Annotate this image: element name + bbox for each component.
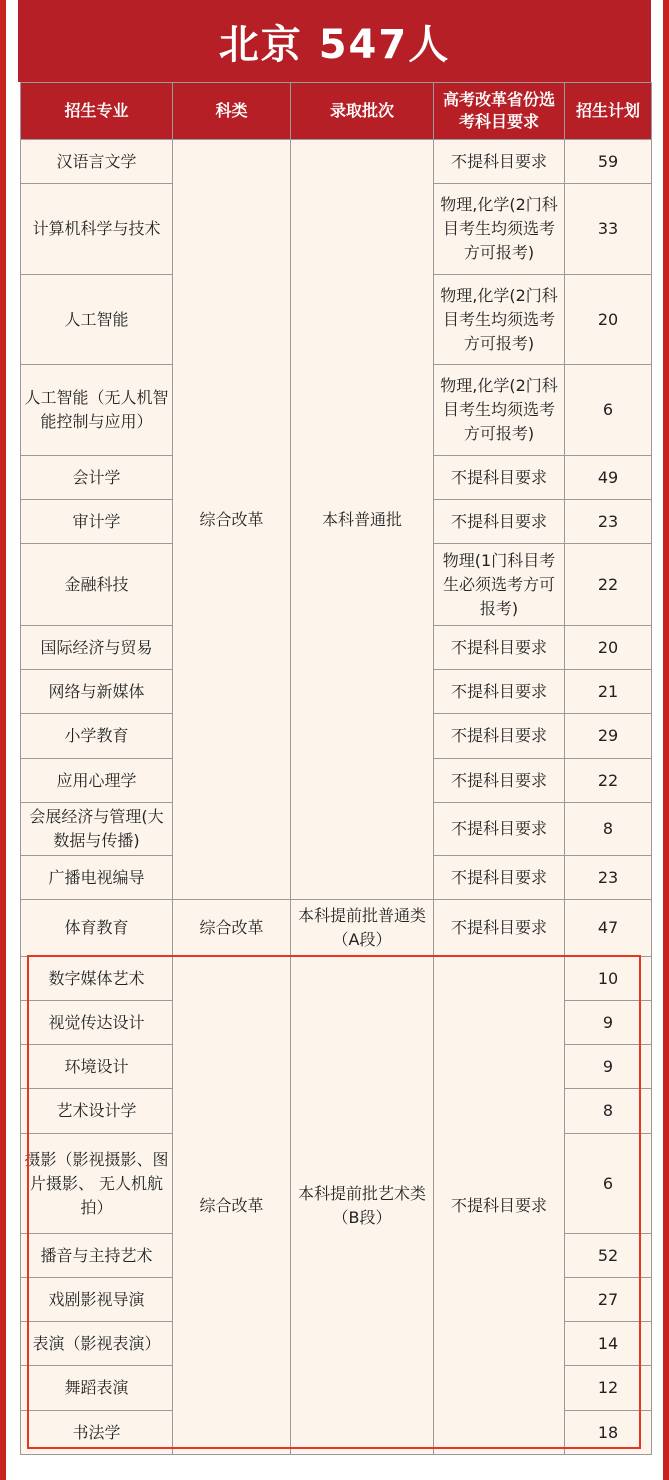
requirement-cell: 不提科目要求: [434, 856, 565, 900]
major-cell: 广播电视编导: [21, 856, 173, 900]
major-cell: 摄影（影视摄影、图片摄影、 无人机航拍）: [21, 1134, 173, 1234]
requirement-cell: 不提科目要求: [434, 803, 565, 856]
category-cell: 综合改革: [173, 900, 291, 957]
plan-cell: 20: [565, 275, 652, 365]
plan-cell: 21: [565, 670, 652, 714]
major-cell: 金融科技: [21, 544, 173, 626]
table-header-row: [21, 83, 652, 140]
requirement-cell: 物理(1门科目考生必须选考方可报考): [434, 544, 565, 626]
plan-cell: 52: [565, 1234, 652, 1278]
header-major: 招生专业: [21, 83, 173, 140]
plan-cell: 8: [565, 803, 652, 856]
plan-cell: 14: [565, 1322, 652, 1366]
plan-cell: 23: [565, 500, 652, 544]
page-title: 北京 547人: [18, 0, 651, 82]
major-cell: 会展经济与管理(大数据与传播): [21, 803, 173, 856]
header-plan: 招生计划: [565, 83, 652, 140]
major-cell: 会计学: [21, 456, 173, 500]
major-cell: 艺术设计学: [21, 1089, 173, 1134]
requirement-cell: 物理,化学(2门科目考生均须选考方可报考): [434, 365, 565, 456]
major-cell: 书法学: [21, 1411, 173, 1455]
plan-cell: 18: [565, 1411, 652, 1455]
major-cell: 舞蹈表演: [21, 1366, 173, 1411]
requirement-cell: 不提科目要求: [434, 714, 565, 759]
major-cell: 播音与主持艺术: [21, 1234, 173, 1278]
major-cell: 应用心理学: [21, 759, 173, 803]
plan-cell: 8: [565, 1089, 652, 1134]
requirement-cell: 不提科目要求: [434, 140, 565, 184]
table-body: [21, 140, 652, 1455]
plan-cell: 9: [565, 1045, 652, 1089]
category-cell: 综合改革: [173, 957, 291, 1455]
plan-cell: 6: [565, 1134, 652, 1234]
batch-cell: 本科提前批普通类（A段）: [291, 900, 434, 957]
plan-cell: 22: [565, 544, 652, 626]
requirement-cell: 物理,化学(2门科目考生均须选考方可报考): [434, 184, 565, 275]
requirement-cell: 不提科目要求: [434, 626, 565, 670]
plan-cell: 27: [565, 1278, 652, 1322]
category-cell: 综合改革: [173, 140, 291, 900]
admission-table: [20, 82, 652, 1455]
plan-cell: 22: [565, 759, 652, 803]
requirement-cell: 不提科目要求: [434, 500, 565, 544]
plan-cell: 49: [565, 456, 652, 500]
requirement-cell: 不提科目要求: [434, 900, 565, 957]
major-cell: 人工智能: [21, 275, 173, 365]
plan-cell: 12: [565, 1366, 652, 1411]
plan-cell: 29: [565, 714, 652, 759]
major-cell: 戏剧影视导演: [21, 1278, 173, 1322]
plan-cell: 6: [565, 365, 652, 456]
table-row: [21, 900, 652, 957]
requirement-cell: 不提科目要求: [434, 456, 565, 500]
major-cell: 体育教育: [21, 900, 173, 957]
batch-cell: 本科普通批: [291, 140, 434, 900]
requirement-cell: 物理,化学(2门科目考生均须选考方可报考): [434, 275, 565, 365]
batch-cell: 本科提前批艺术类（B段）: [291, 957, 434, 1455]
major-cell: 小学教育: [21, 714, 173, 759]
plan-cell: 23: [565, 856, 652, 900]
table-row: [21, 957, 652, 1001]
major-cell: 表演（影视表演）: [21, 1322, 173, 1366]
major-cell: 计算机科学与技术: [21, 184, 173, 275]
header-category: 科类: [173, 83, 291, 140]
major-cell: 环境设计: [21, 1045, 173, 1089]
requirement-cell: 不提科目要求: [434, 670, 565, 714]
plan-cell: 10: [565, 957, 652, 1001]
requirement-cell: 不提科目要求: [434, 759, 565, 803]
plan-cell: 59: [565, 140, 652, 184]
plan-cell: 20: [565, 626, 652, 670]
major-cell: 国际经济与贸易: [21, 626, 173, 670]
major-cell: 视觉传达设计: [21, 1001, 173, 1045]
plan-cell: 9: [565, 1001, 652, 1045]
major-cell: 审计学: [21, 500, 173, 544]
major-cell: 汉语言文学: [21, 140, 173, 184]
header-subject-requirement: 高考改革省份选考科目要求: [434, 83, 565, 140]
table-row: [21, 140, 652, 184]
plan-cell: 47: [565, 900, 652, 957]
header-batch: 录取批次: [291, 83, 434, 140]
requirement-cell: 不提科目要求: [434, 957, 565, 1455]
plan-cell: 33: [565, 184, 652, 275]
major-cell: 网络与新媒体: [21, 670, 173, 714]
major-cell: 数字媒体艺术: [21, 957, 173, 1001]
major-cell: 人工智能（无人机智能控制与应用）: [21, 365, 173, 456]
